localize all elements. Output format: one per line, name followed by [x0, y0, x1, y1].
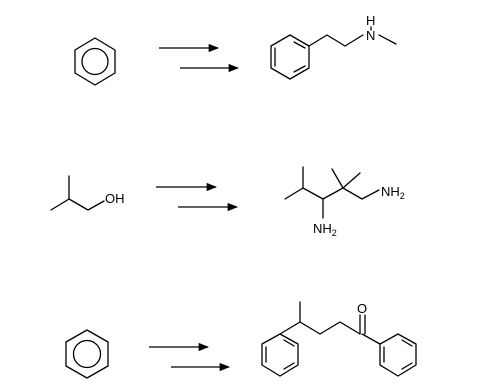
reaction-3	[66, 301, 416, 378]
reaction-1	[75, 13, 396, 85]
carbonyl-o-label: O	[357, 301, 368, 316]
reaction-2	[51, 167, 405, 238]
product-3-ketone	[262, 301, 416, 376]
amine-label-terminal: NH2	[381, 184, 405, 201]
amine-h-label: H	[366, 13, 376, 28]
product-1-n-methylphenethylamine	[271, 13, 396, 79]
reactant-2-isobutanol	[51, 176, 125, 210]
reactant-1-benzene	[75, 38, 115, 85]
product-2-diamine	[285, 167, 405, 238]
hydroxyl-label: OH	[105, 191, 125, 206]
amine-n-label: N	[366, 28, 376, 43]
reaction-2-arrows	[156, 187, 237, 207]
reactant-3-benzene	[66, 330, 108, 378]
amine-label-branch: NH2	[313, 221, 337, 238]
reaction-1-arrows	[159, 48, 238, 68]
reaction-3-arrows	[149, 347, 229, 367]
